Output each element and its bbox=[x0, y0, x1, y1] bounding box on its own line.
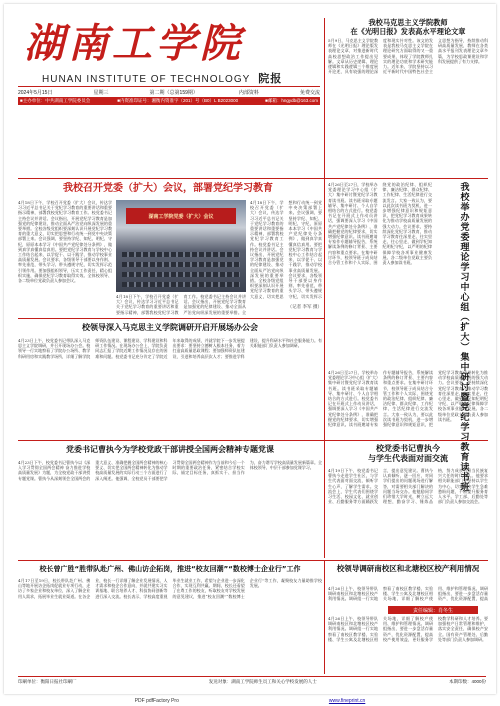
bottom-right-body: 4月26日上午，校领导带队调研南校区和北塘校区校产利用情况。调研组一行实地察看了南校区教学楼、实验楼、学生公寓及北塘校区相关场地，详细了解校产使用、维护和管理情况。调研组指出，要进一步盘活存量资产，优化资源配置，提高校产使用效益，更好服务学校教学科研和人才培养。要加强校产日常管理和维护，落实安全责任，确保校产安全。国有资产管理处、后勤处等部门负责人参加调研。 bbox=[328, 616, 488, 642]
mid-right-title-line-1: 校党委书记曹执今 bbox=[376, 444, 440, 453]
mid-right-title bbox=[328, 444, 488, 464]
mid-left-title: 校领导深入马克思主义学院调研开启开展场办公会 bbox=[82, 323, 258, 332]
pdf-producer: PDF pdfFactory Pro bbox=[134, 698, 179, 704]
english-name-text: HUNAN INSTITUTE OF TECHNOLOGY bbox=[42, 74, 251, 85]
bottom-left-title: 党委书记曹执今为学校党政干部讲授全国两会精神专题党课 bbox=[66, 445, 274, 454]
footer-printer: 印刷单位：衡阳日报社印刷厂 bbox=[18, 678, 77, 684]
lead-body-right: 4月18日下午，学校召开党委（扩大）会议，传达学习习近平总书记关于党纪学习教育的重要讲话和重要指示精神，部署我校党纪学习教育工作。校党委书记主持会议并讲话。会议指出，开展党纪学习教育是加强党的纪律建设、推动全面从严治党向纵深发展的重要举措。全校各级党组织要深刻认识开展党纪学习教育的重大意义，切实把思想和行动统一到党中央决策部署上来。会议强调，要坚持学纪、知纪、明纪、守纪，原原本本学习《中国共产党纪律处分条例》，做到真学真懂真信真用。要把党纪学习教育与学校中心工作结合起来，以学促干、以干践学，推动学校事业高质量发展。会议要求，各级领导干部要以身作则、率先垂范，带头学习、带头遵规守纪，切实发挥示 bbox=[250, 200, 322, 299]
footer-print-run: 本期印数：4000份 bbox=[448, 678, 486, 684]
pdf-footer bbox=[4, 696, 496, 706]
page-footer bbox=[18, 676, 486, 686]
sponsor: ■主办单位：中共湖南工学院委员会 bbox=[20, 98, 91, 103]
mid-left-body: 4月23日上午，校党委书记带队深入马克思主义学院调研，并召开现场办公会。校领导一行实地察看了学院办公场所、教学科研用房和实践教学场所，详细了解学院师资队伍建设、课程建设、学科建设和科研工作情况。在现场办公会上，学院负责同志汇报了学院近期工作情况及存在的困难和问题。校党委书记充分肯定了学院近年来取得的成绩，并就学院下一步发展提出要求：要坚持立德树人根本任务，着力打造高质量思政课程；要加强师资队伍建设，引进和培养高层次人才；要推进学科建设，提升科研水平和社会服务能力。有关职能部门负责人参加调研。 bbox=[18, 338, 322, 359]
divider bbox=[18, 318, 324, 319]
permit-text: ■内资准印证号：湘衡内资准字（201）号 bbox=[117, 98, 200, 103]
bottom-right-body-top: 4月26日上午，校领导带队调研南校区和北塘校区校产利用情况。调研组一行实地察看了南校区教学楼、实验楼、学生公寓及北塘校区相关场地，详细了解校产使用、维护和管理情况。调研组指出，要进一步盘活存量资产，优化资源配置，提高 bbox=[328, 586, 488, 602]
info-bar bbox=[18, 97, 320, 105]
footer-audience: 发送对象：湖南工学院师生员工和关心学校发展的人士 bbox=[208, 678, 317, 684]
divider bbox=[18, 178, 488, 179]
lead-body-left: 4月18日下午，学校召开党委（扩大）会议，传达学习习近平总书记关于党纪学习教育的重要讲话和重要指示精神，部署我校党纪学习教育工作。校党委书记主持会议并讲话。会议指出，开展党纪学习教育是加强党的纪律建设、推动全面从严治党向纵深发展的重要举措。全校各级党组织要深刻认识开展党纪学习教育的重大意义，切实把思想和行动统一到党中央决策部署上来。会议强调，要坚持学纪、知纪、明纪、守纪，原原本本学习《中国共产党纪律处分条例》，做到真学真懂真信真用。要把党纪学习教育与学校中心工作结合起来，以学促干、以干践学，推动学校事业高质量发展。会议要求，各级领导干部要以身作则、率先垂范，带头学习、带头遵规守纪，切实发挥示范引领作用。要加强组织领导，压实工作责任，精心组织实施，确保党纪学习教育取得实效。全体校领导、各二级单位党政负责人参加会议。 bbox=[18, 200, 112, 284]
photo-row bbox=[122, 282, 240, 287]
article-title-line-2: 在《光明日报》发表高水平理论文章 bbox=[350, 27, 466, 36]
free-label: 免费交流 bbox=[299, 89, 320, 96]
bottom-wide-title: 校长曾广胜“胜带队赴广州、佛山访企拓岗，推进“校友回潮”“数校博士企业行”工作 bbox=[39, 565, 301, 573]
issue-number: 第二期（总第159期） bbox=[149, 89, 198, 96]
side-body-bottom: 4月26日至27日，学校举办党委理论学习中心组（扩大）集中研讨暨党纪学习教育读书班。读书班采取专题辅导、集中研讨、个人自学相结合的方式进行。校党委书记在开班式上作动员讲话，强调要深入学习《中国共产党纪律处分条例》，准确把握党的纪律要求，切实增强纪律意识。读书班邀请专家作专题辅导报告，系统解读条例的修订背景、主要内容和重点要求。在集中研讨环节，校领导班子成员结合分管工作和个人实际，围绕党的政治纪律、组织纪律、廉洁纪律、群众纪律、工作纪律、生活纪律进行交流发言。大家一致认为，要以此次读书班为契机，进一步增强纪律意识和规矩意识，把党纪学习教育成果转化为推动学校高质量发展的强大动力。会议要求，要持续深化党纪学习教育，推动学习教育往深里走、往实里走、往心里走，做到学纪知纪明纪守纪，以严明的纪律保障学校各项事业健康发展。各二级单位党政主要负责人参加读书班。 bbox=[328, 370, 488, 428]
pdf-link[interactable]: www.fineprint.cn bbox=[328, 698, 366, 704]
newspaper-page bbox=[4, 4, 496, 694]
internal-label: 内部资料 bbox=[238, 89, 259, 96]
mid-right-title-line-2: 与学生代表面对面交流 bbox=[368, 454, 448, 463]
photo-caption: （记者 李军 摄） bbox=[287, 305, 322, 310]
email: ■邮箱：hngydb@163.com bbox=[265, 98, 318, 103]
article-title bbox=[328, 18, 488, 36]
article-title-line-1: 我校马克思主义学院教师 bbox=[368, 18, 448, 27]
bottom-wide-body: 4月17日至19日，校长带队赴广州、佛山等地开展访企拓岗促就业专项行动，走访了多家企业和校友单位，深入了解企业用人需求，拓展毕业生就业渠道。在各企业，校长一行详细了解企业发展情况、人才需求和校企合作意向，并就共建实习实训基地、联合培养人才、科技协同创新等进行深入交流。校长表示，学校高度重视毕业生就业工作，希望与企业进一步深化合作，实现互利共赢。期间，校长还看望了在粤工作的校友，听取校友对学校发展的意见建议，推进“校友回潮”“数校博士企业行”等工作，凝聚校友力量助推学校发展。 bbox=[18, 578, 322, 599]
lead-body-under-photo: 4月18日下午，学校召开党委（扩大）会议，传达学习习近平总书记关于党纪学习教育的重要讲话和重要指示精神，部署我校党纪学习教育工作。校党委书记主持会议并讲话。会议指出，开展党纪学习教育是加强党的纪律建设、推动全面从严治党向纵深发展的重要举措。全 bbox=[116, 294, 246, 315]
divider bbox=[18, 560, 488, 561]
masthead-logo: 湖南工学院 bbox=[24, 20, 244, 67]
article-body: 5月9日，马克思主义学院教师在《光明日报》理论版发表理论文章，对推进新时代高校思想政治工作提出见解。文章从历史逻辑、理论逻辑和实践逻辑三个维度展开论述，具有较强的理论深度和现实针对性。该文的发表是我校马克思主义学院在理论研究方面取得的又一重要成果，体现了学院教师扎实的理论功底和学术研究能力。近年来，学院坚持以习近平新时代中国特色社会主义思想为指导，持续推动科研高质量发展，教师在各类高水平报刊发表理论文章多篇，为学校思政课建设和学科发展提供了有力支撑。 bbox=[328, 38, 488, 75]
side-title bbox=[438, 182, 488, 492]
permit bbox=[117, 98, 238, 104]
photo-banner: 湖南工学院党委（扩大）会议 bbox=[126, 208, 236, 224]
issue-date: 2024年5月15日 bbox=[18, 89, 53, 96]
issue-weekday: 星期三 bbox=[93, 89, 109, 96]
divider bbox=[324, 178, 325, 558]
divider bbox=[18, 440, 488, 441]
editor-badge: 责任编辑：肖冬生 bbox=[388, 606, 478, 614]
bottom-left-body: 4月23日下午，校党委书记曹执今以《深入学习贯彻全国两会精神 奋力推进学校高质量发展》为题，为全校党政干部讲授专题党课。曹执今从深刻领会全国两会的重大意义、准确把握全国两会精神的核心要义、切实把全国两会精神转化为推动学校高质量发展的实际行动三个方面进行了深入阐述。他强调，全校党员干部要把学习贯彻全国两会精神作为当前和今后一个时期的重要政治任务，紧密结合学校实际，锚定目标任务，真抓实干、担当作为，奋力谱写学校高质量发展新篇章。全体校领导、中层干部参加党课学习。 bbox=[18, 460, 322, 481]
bottom-right-title: 校领导调研南校区和北塘校区校产利用情况 bbox=[336, 564, 480, 573]
photo-row bbox=[122, 272, 240, 277]
permit-id: （B0）L B2023000 bbox=[199, 98, 239, 103]
divider bbox=[324, 560, 325, 674]
side-body-top: 4月26日至27日，学校举办党委理论学习中心组（扩大）集中研讨暨党纪学习教育读书班。读书班采取专题辅导、集中研讨、个人自学相结合的方式进行。校党委书记在开班式上作动员讲话，强调要深入学习《中国共产党纪律处分条例》，准确把握党的纪律要求，切实增强纪律意识。读书班邀请专家作专题辅导报告，系统解读条例的修订背景、主要内容和重点要求。在集中研讨环节，校领导班子成员结合分管工作和个人实际，围绕党的政治纪律、组织纪律、廉洁纪律、群众纪律、工作纪律、生活纪律进行交流发言。大家一致认为，要以此次读书班为契机，进一步增强纪律意识和规矩意识，把党纪学习教育成果转化为推动学校高质量发展的强大动力。会议要求，要持续深化党纪学习教育，推动学习教育往深里走、往实里走、往心里走，做到学纪知纪明纪守纪，以严明的纪律保障学校各项事业健康发展。各二级单位党政主要负责人参加读书班。 bbox=[328, 182, 432, 266]
edition-label: 院报 bbox=[258, 73, 283, 85]
photo-row bbox=[122, 262, 240, 267]
photo-row bbox=[122, 252, 240, 257]
side-title-text: 我校举办党委理论学习中心组（扩大）集中研讨暨党纪学习教育读书班 bbox=[458, 182, 469, 492]
lead-title: 我校召开党委（扩大）会议，部署党纪学习教育 bbox=[63, 183, 273, 194]
meeting-photo bbox=[116, 200, 246, 292]
english-name bbox=[42, 70, 282, 86]
mid-right-body: 4月19日下午，校党委书记曹执今走进学生社区，与学生代表面对面交流，倾听学生心声，了解学生需求。交流会上，学生代表们围绕学习生活、校园文化、就业创业、后勤服务等方面踊跃发言，提出意见建议。曹执今认真倾听，逐一回应，对同学们提出的问题现场进行解答，对需要相关部门解决的问题当场交办。他勉励同学们珍惜大学时光，树立远大理想，勤奋学习、锤炼品格，努力成长为担当民族复兴大任的时代新人。他要求相关职能部门要坚持以学生为中心，切实解决学生急难愁盼问题，不断提升服务育人水平。学工部、后勤处等部门负责人参加交流会。 bbox=[328, 468, 488, 505]
divider bbox=[324, 18, 325, 178]
